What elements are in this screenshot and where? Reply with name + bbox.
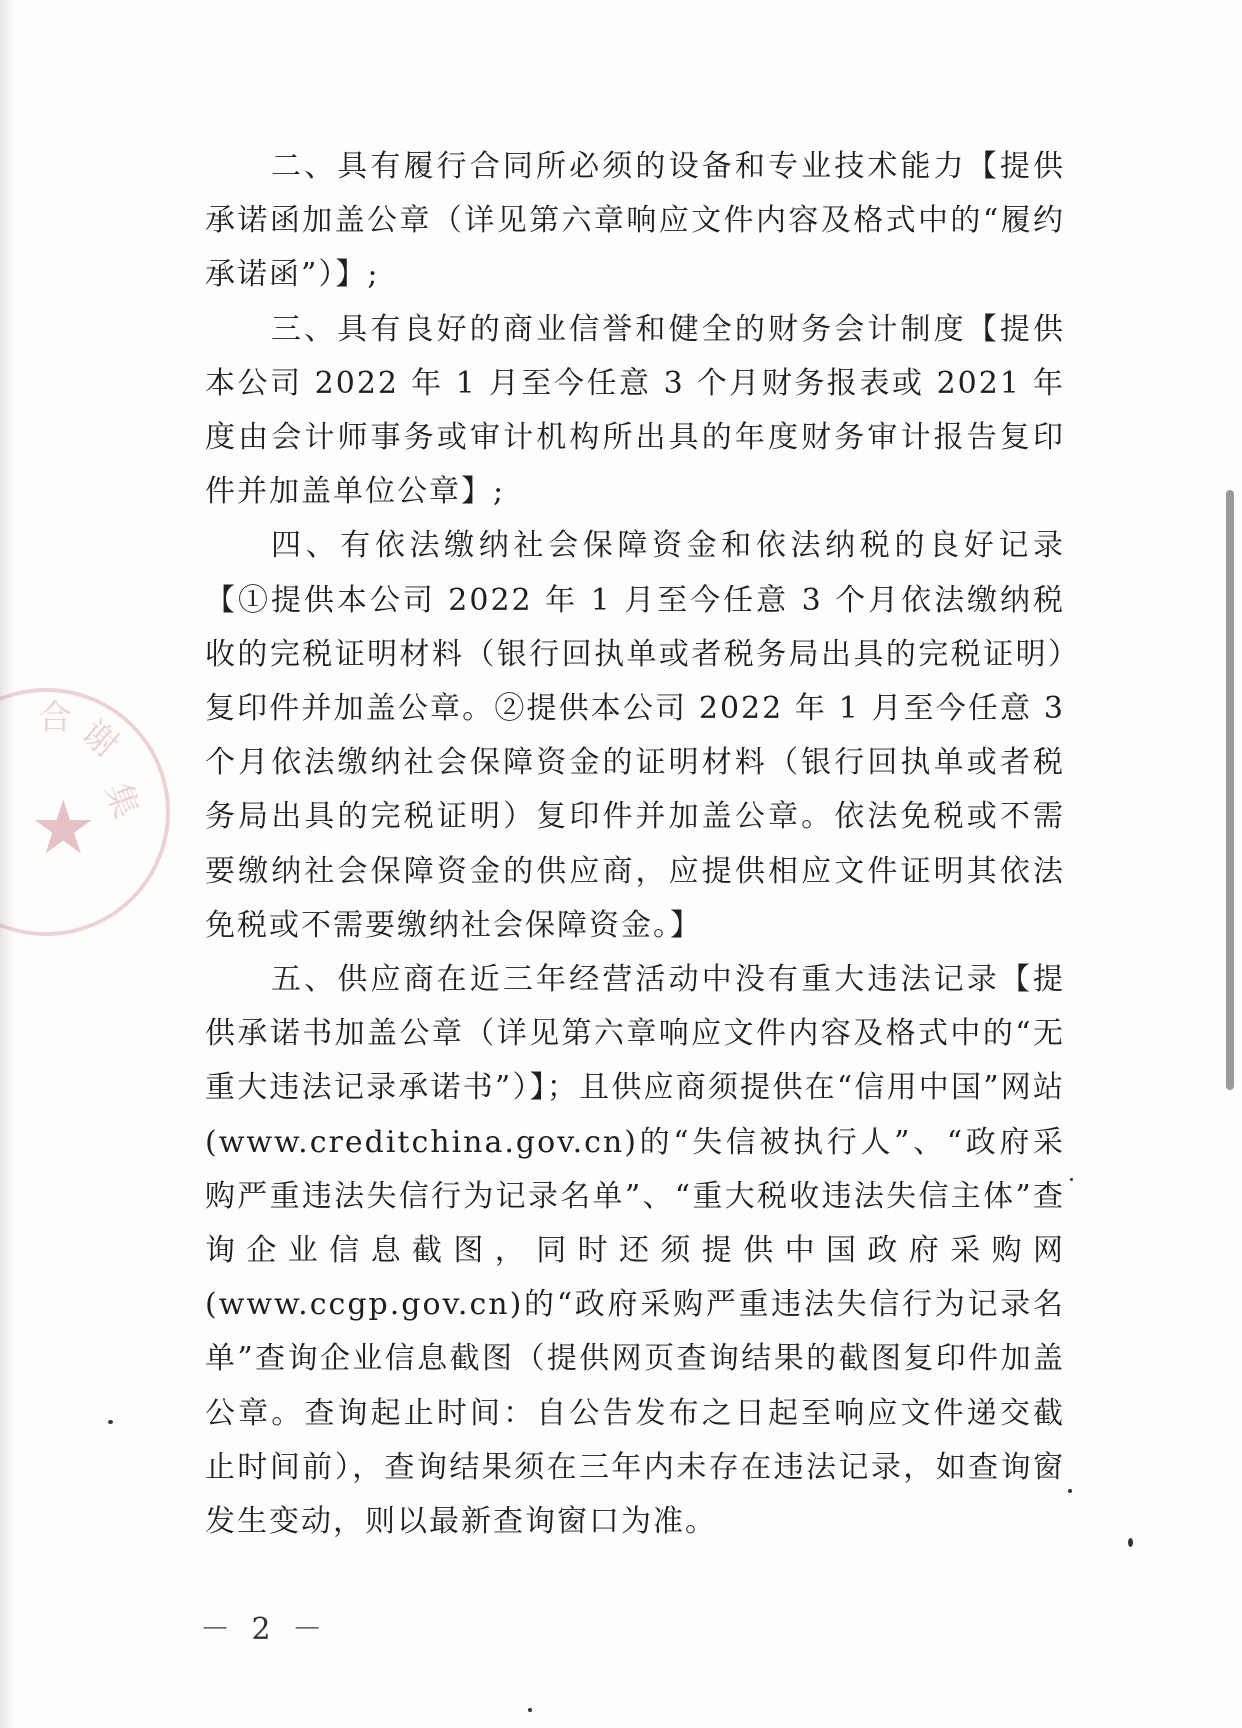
scan-speck [1128, 1538, 1133, 1547]
seal-glyph-right: 集 [97, 777, 147, 824]
paragraph-3: 三、具有良好的商业信誉和健全的财务会计制度【提供本公司 2022 年 1 月至今任意 3 个月财务报表或 2021 年度由会计师事务或审计机构所出具的年度财务审计报告复印件并加盖单位公章】; [205, 311, 1065, 510]
paragraph-4: 四、有依法缴纳社会保障资金和依法纳税的良好记录【①提供本公司 2022 年 1 月至今任意 3 个月依法缴纳税收的完税证明材料（银行回执单或者税务局出具的完税证明）复印件并加盖公章。②提供本公司 2022 年 1 月至今任意 3 个月依法缴纳社会保障资金的证明材料（银行回执单或者税务局出具的完税证明）复印件并加盖公章。依法免税或不需要缴纳社会保障资金的供应商，应提供相应文件证明其依法免税或不需要缴纳社会保障资金。】 [205, 528, 1065, 943]
scan-speck [108, 1420, 113, 1424]
seal-glyph-mid: 谢 [73, 712, 126, 766]
scan-speck [1068, 1489, 1072, 1493]
page-number: － 2 － [200, 1612, 329, 1647]
paragraph-5: 五、供应商在近三年经营活动中没有重大违法记录【提供承诺书加盖公章（详见第六章响应文件内容及格式中的“无重大违法记录承诺书”）】；且供应商须提供在“信用中国”网站(www.creditchina.gov.cn)的“失信被执行人”、“政府采购严重违法失信行为记录名单”、“重大税收违法失信主体”查询企业信息截图，同时还须提供中国政府采购网(www.ccgp.gov.cn)的“政府采购严重违法失信行为记录名单”查询企业信息截图（提供网页查询结果的截图复印件加盖公章。查询起止时间：自公告发布之日起至响应文件递交截止时间前），查询结果须在三年内未存在违法记录，如查询窗发生变动，则以最新查询窗口为准。 [205, 962, 1065, 1540]
scan-speck [1070, 1178, 1073, 1181]
seal-star-icon: ★ [30, 785, 97, 871]
seal-glyph-top: 合 [38, 698, 72, 738]
scrollbar-thumb[interactable] [1226, 490, 1234, 1090]
scan-speck [528, 1708, 532, 1712]
document-body [205, 140, 1065, 1549]
paragraph-2: 二、具有履行合同所必须的设备和专业技术能力【提供承诺函加盖公章（详见第六章响应文件内容及格式中的“履约承诺函”）】; [205, 149, 1065, 293]
